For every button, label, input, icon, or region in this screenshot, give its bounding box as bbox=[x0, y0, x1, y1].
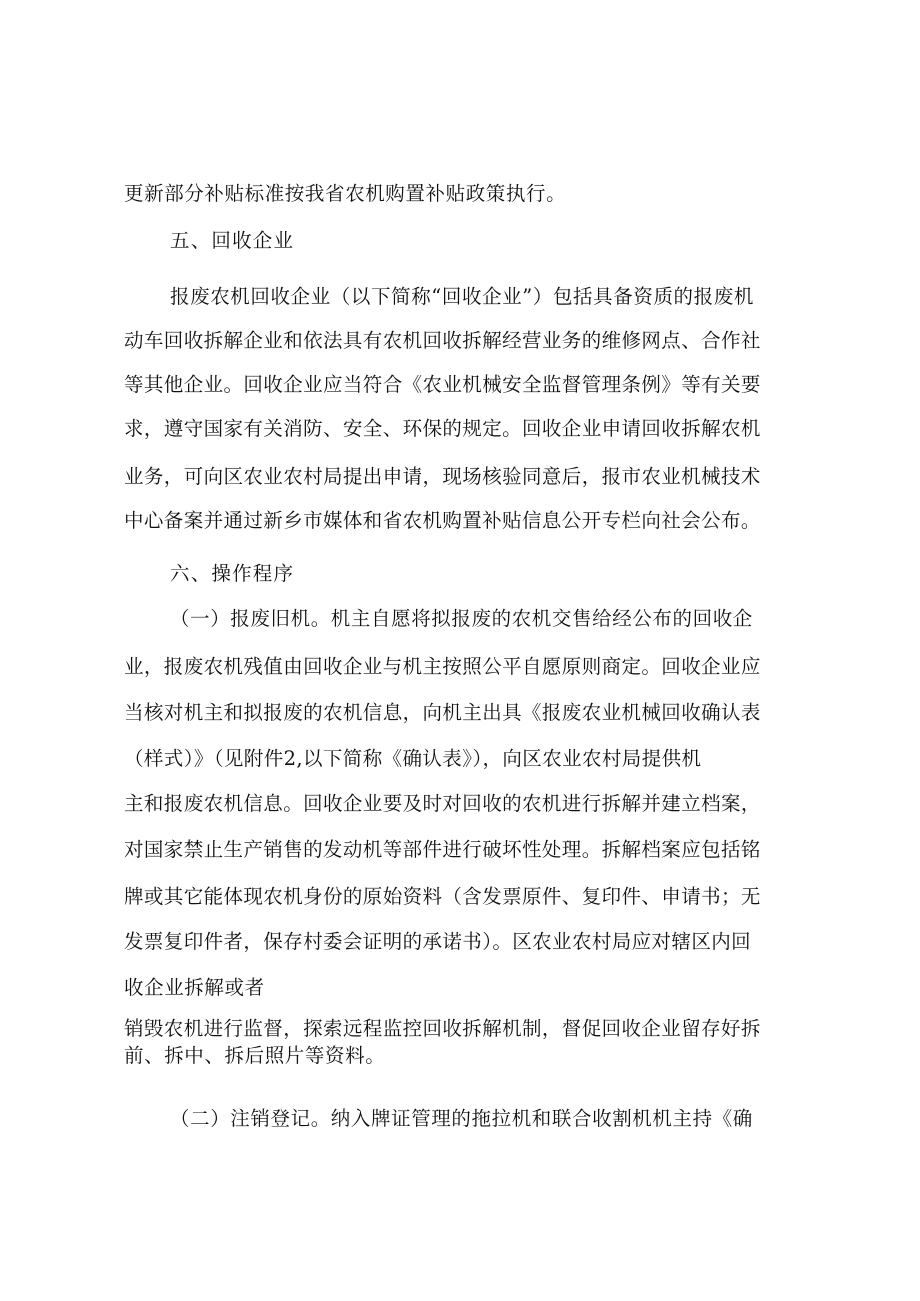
paragraph-line-10: （一）报废旧机。机主自愿将拟报废的农机交售给经公布的回收企 bbox=[170, 607, 753, 630]
paragraph-line-5: 等其他企业。回收企业应当符合《农业机械安全监督管理条例》等有关要 bbox=[124, 373, 761, 396]
paragraph-line-15: 对国家禁止生产销售的发动机等部件进行破坏性处理。拆解档案应包括铭 bbox=[124, 838, 761, 861]
paragraph-line-19: 销毁农机进行监督，探索远程监控回收拆解机制，督促回收企业留存好拆 bbox=[124, 1017, 761, 1040]
paragraph-line-12: 当核对机主和拟报废的农机信息，向机主出具《报废农业机械回收确认表 bbox=[124, 701, 761, 724]
paragraph-line-17: 发票复印件者，保存村委会证明的承诺书）。区农业农村局应对辖区内回 bbox=[124, 930, 752, 953]
section-heading-5: 五、回收企业 bbox=[170, 229, 295, 252]
paragraph-line-21: （二）注销登记。纳入牌证管理的拖拉机和联合收割机机主持《确 bbox=[170, 1107, 753, 1130]
paragraph-line-4: 动车回收拆解企业和依法具有农机回收拆解经营业务的维修网点、合作社 bbox=[124, 329, 761, 352]
paragraph-line-13: （样式）》（见附件2,以下简称《确认表》），向区农业农村局提供机 bbox=[124, 747, 702, 770]
paragraph-line-14: 主和报废农机信息。回收企业要及时对回收的农机进行拆解并建立档案， bbox=[124, 792, 761, 815]
paragraph-line-18: 收企业拆解或者 bbox=[124, 976, 265, 999]
paragraph-line-3: 报废农机回收企业（以下简称“回收企业”）包括具备资质的报废机 bbox=[170, 285, 754, 308]
paragraph-line-11: 业，报废农机残值由回收企业与机主按照公平自愿原则商定。回收企业应 bbox=[124, 655, 761, 678]
paragraph-line-20: 前、拆中、拆后照片等资料。 bbox=[124, 1044, 386, 1067]
paragraph-line-16: 牌或其它能体现农机身份的原始资料（含发票原件、复印件、申请书；无 bbox=[124, 885, 761, 908]
section-heading-6: 六、操作程序 bbox=[170, 562, 295, 585]
paragraph-line-7: 业务，可向区农业农村局提出申请，现场核验同意后，报市农业机械技术 bbox=[124, 465, 761, 488]
paragraph-line-6: 求，遵守国家有关消防、安全、环保的规定。回收企业申请回收拆解农机 bbox=[124, 417, 761, 440]
paragraph-line-1: 更新部分补贴标准按我省农机购置补贴政策执行。 bbox=[124, 182, 567, 205]
paragraph-line-8: 中心备案并通过新乡市媒体和省农机购置补贴信息公开专栏向社会公布。 bbox=[124, 509, 761, 532]
